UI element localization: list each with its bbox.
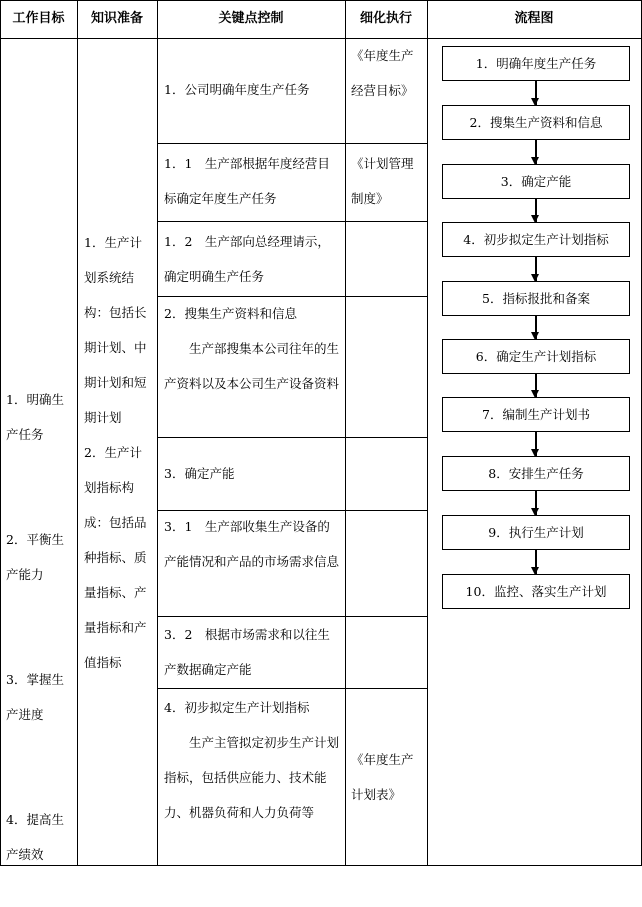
- table-border-bottom: [0, 865, 642, 866]
- header-divider: [0, 38, 642, 39]
- goal-item: 1．明确生产任务: [6, 392, 64, 442]
- col-line-0: [0, 0, 1, 866]
- control-row-3: 3．确定产能: [164, 466, 235, 481]
- flow-step: 7．编制生产计划书: [442, 397, 630, 432]
- control-row-2: 2．搜集生产资料和信息 生产部搜集本公司往年的生产资料以及本公司生产设备资料: [164, 306, 340, 391]
- goal-item: 3．掌握生产进度: [6, 672, 64, 722]
- control-row-4: 4．初步拟定生产计划指标 生产主管拟定初步生产计划指标，包括供应能力、技术能力、机器负荷和人力负荷等: [164, 700, 340, 820]
- control-row-3-1: 3．1 生产部收集生产设备的产能情况和产品的市场需求信息: [164, 519, 340, 569]
- flow-arrow: [535, 81, 537, 105]
- flow-step: 10．监控、落实生产计划: [442, 574, 630, 609]
- flow-step: 9．执行生产计划: [442, 515, 630, 550]
- flow-arrow: [535, 199, 537, 222]
- row-divider: [157, 437, 428, 438]
- row-divider: [157, 143, 428, 144]
- control-row-3-2: 3．2 根据市场需求和以往生产数据确定产能: [164, 627, 330, 677]
- goal-item: 4．提高生产绩效: [6, 812, 64, 862]
- goal-item: 2．平衡生产能力: [6, 532, 64, 582]
- row-divider: [157, 688, 428, 689]
- flow-arrow: [535, 374, 537, 397]
- execution-row-1: 《年度生产经营目标》: [351, 48, 414, 98]
- col-line-2: [157, 0, 158, 866]
- goals-text: [6, 312, 72, 907]
- col-line-1: [77, 0, 78, 866]
- flow-step: 2．搜集生产资料和信息: [442, 105, 630, 140]
- execution-row-2: 《计划管理制度》: [351, 156, 414, 206]
- flow-step: 1．明确年度生产任务: [442, 46, 630, 81]
- flow-arrow: [535, 550, 537, 574]
- header-knowledge: 知识准备: [90, 11, 143, 26]
- row-divider: [157, 221, 428, 222]
- knowledge-text: 1．生产计划系统结构：包括长期计划、中期计划和短期计划 2．生产计划指标构成：包括品种指标、质量指标、产量指标和产值指标: [84, 235, 147, 670]
- control-row-1-1: 1．1 生产部根据年度经营目标确定年度生产任务: [164, 156, 330, 206]
- control-row-1-2: 1．2 生产部向总经理请示，确定明确生产任务: [164, 234, 330, 284]
- flow-step: 8．安排生产任务: [442, 456, 630, 491]
- flow-step: 4．初步拟定生产计划指标: [442, 222, 630, 257]
- flow-arrow: [535, 432, 537, 456]
- header-execution: 细化执行: [359, 11, 412, 26]
- flow-arrow: [535, 257, 537, 281]
- header-control: 关键点控制: [218, 11, 284, 26]
- flow-step: 5．指标报批和备案: [442, 281, 630, 316]
- header-flowchart: 流程图: [514, 11, 554, 26]
- header-goal: 工作目标: [12, 11, 65, 26]
- flow-arrow: [535, 491, 537, 515]
- flow-arrow: [535, 316, 537, 339]
- flow-step: 3．确定产能: [442, 164, 630, 199]
- execution-row-8: 《年度生产计划表》: [351, 752, 414, 802]
- flow-arrow: [535, 140, 537, 164]
- col-line-3: [345, 0, 346, 866]
- control-row-1: 1．公司明确年度生产任务: [164, 82, 310, 97]
- flow-step: 6．确定生产计划指标: [442, 339, 630, 374]
- col-line-4: [427, 0, 428, 866]
